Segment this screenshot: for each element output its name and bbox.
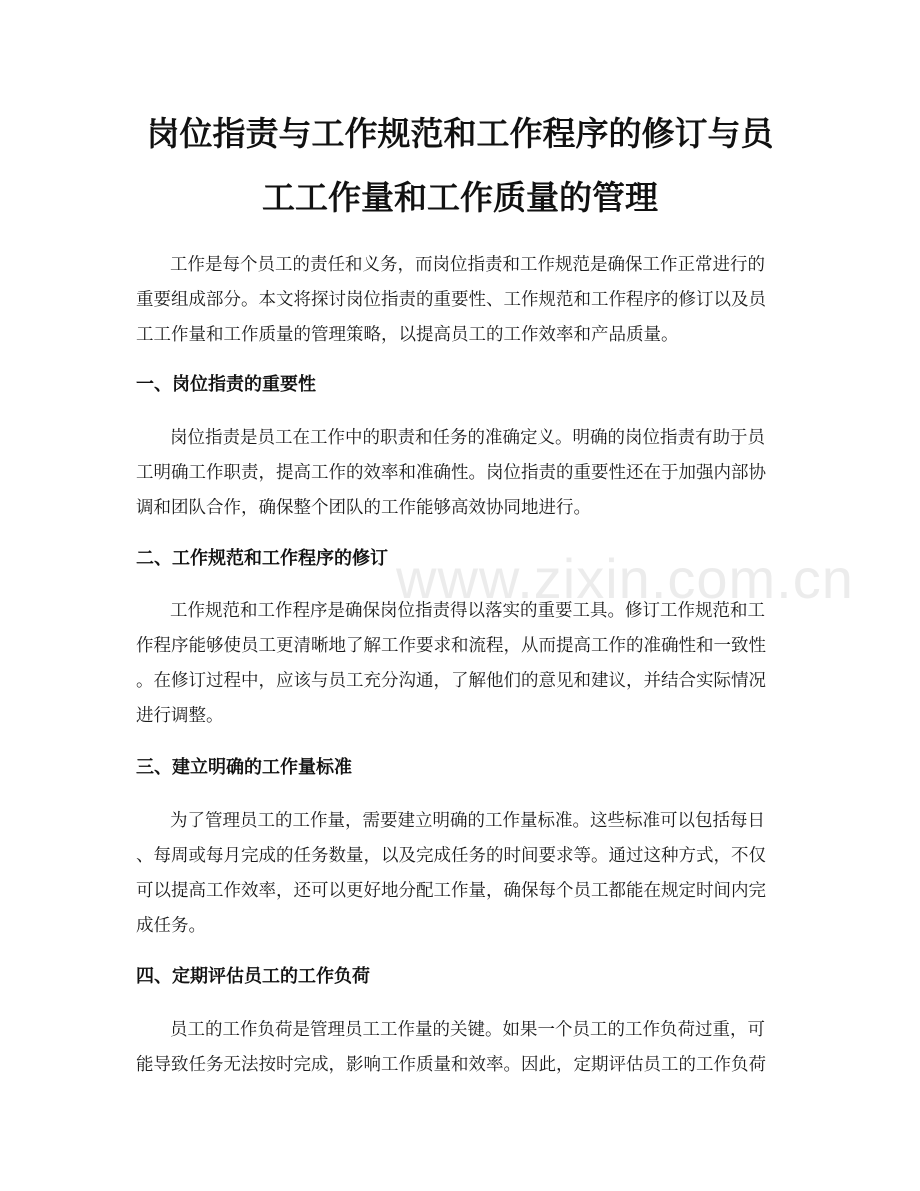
section-line: 进行调整。: [136, 706, 224, 726]
document-title-line-2: 工工作量和工作质量的管理: [262, 178, 658, 217]
section-line: 工明确工作职责，提高工作的效率和准确性。岗位指责的重要性还在于加强内部协: [136, 463, 766, 483]
section-heading: 三、建立明确的工作量标准: [136, 757, 352, 778]
watermark: www.zixin.com.cn: [396, 547, 854, 610]
section-line: 可以提高工作效率，还可以更好地分配工作量，确保每个员工都能在规定时间内完: [136, 881, 766, 901]
intro-line: 重要组成部分。本文将探讨岗位指责的重要性、工作规范和工作程序的修订以及员: [136, 290, 766, 310]
intro-line: 工工作量和工作质量的管理策略，以提高员工的工作效率和产品质量。: [136, 325, 679, 345]
section-line: 能导致任务无法按时完成，影响工作质量和效率。因此，定期评估员工的工作负荷: [136, 1055, 766, 1075]
section-line: 调和团队合作，确保整个团队的工作能够高效协同地进行。: [136, 498, 591, 518]
section-heading: 二、工作规范和工作程序的修订: [136, 548, 388, 569]
document-title-line-1: 岗位指责与工作规范和工作程序的修订与员: [146, 114, 774, 153]
intro-line: 工作是每个员工的责任和义务，而岗位指责和工作规范是确保工作正常进行的: [170, 255, 765, 275]
section-line: 成任务。: [136, 916, 206, 936]
section-line: 岗位指责是员工在工作中的职责和任务的准确定义。明确的岗位指责有助于员: [170, 428, 765, 448]
section-heading: 一、岗位指责的重要性: [136, 374, 316, 395]
section-line: 为了管理员工的工作量，需要建立明确的工作量标准。这些标准可以包括每日: [170, 811, 765, 831]
section-heading: 四、定期评估员工的工作负荷: [136, 966, 370, 987]
section-line: 作程序能够使员工更清晰地了解工作要求和流程，从而提高工作的准确性和一致性: [136, 636, 766, 656]
section-line: 、每周或每月完成的任务数量，以及完成任务的时间要求等。通过这种方式，不仅: [136, 846, 766, 866]
section-line: 工作规范和工作程序是确保岗位指责得以落实的重要工具。修订工作规范和工: [170, 601, 765, 621]
section-line: 。在修订过程中，应该与员工充分沟通，了解他们的意见和建议，并结合实际情况: [136, 671, 766, 691]
section-line: 员工的工作负荷是管理员工工作量的关键。如果一个员工的工作负荷过重，可: [170, 1020, 765, 1040]
